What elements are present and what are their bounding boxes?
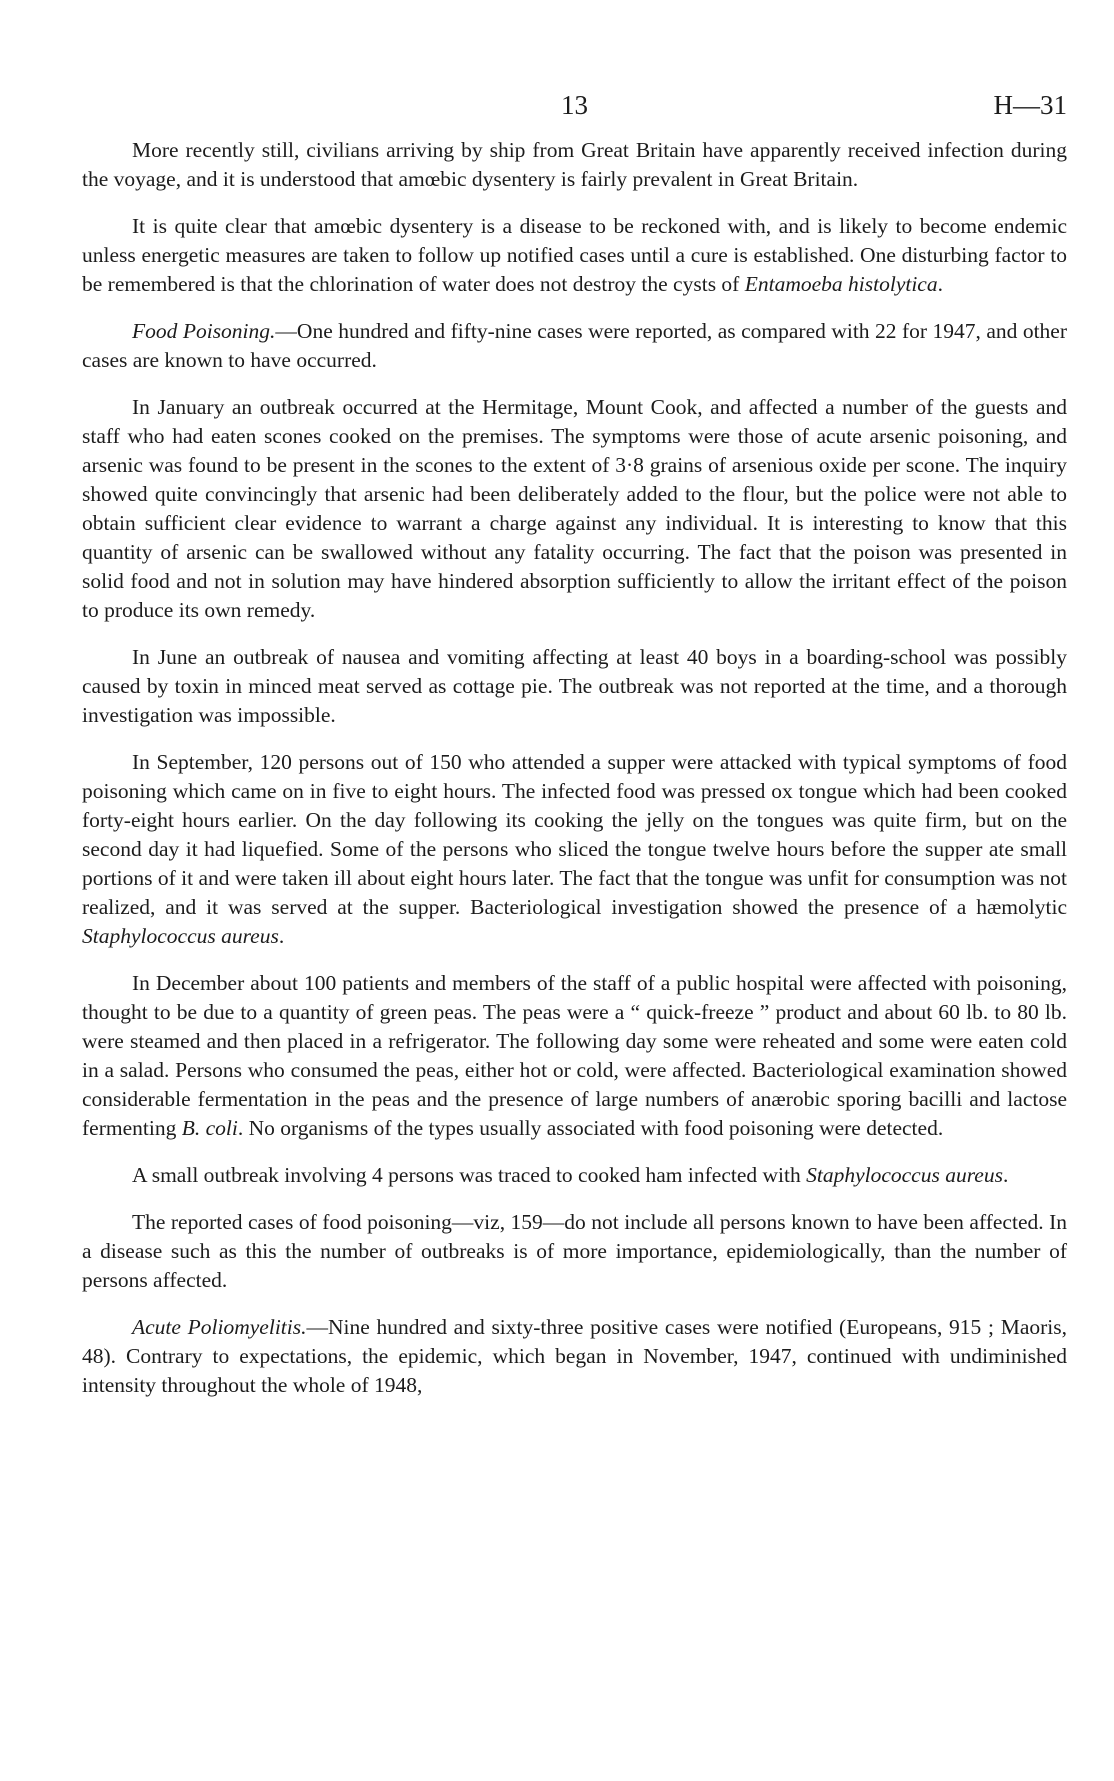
report-reference: H—31 — [993, 90, 1067, 120]
paragraph-december-outbreak: In December about 100 patients and members of the staff of a public hospital were affected with poisoning, thought to be due to a quantity of green peas. The peas were a “ quick-freeze ” product and about 60 lb. to 80 lb. were steamed and then placed in a refrigerator. The following day some were reheated and some were eaten cold in a salad. Persons who consumed the peas, either hot or cold, were affected. Bacteriological examination showed considerable fermentation in the peas and the presence of large numbers of anærobic sporing bacilli and lactose fermenting B. coli. No organisms of the types usually associated with food poisoning were detected. — [82, 971, 1067, 1140]
paragraph-january-outbreak: In January an outbreak occurred at the Hermitage, Mount Cook, and affected a number of the guests and staff who had eaten scones cooked on the premises. The symptoms were those of acute arsenic poisoning, and arsenic was found to be present in the scones to the extent of 3·8 grains of arsenious oxide per scone. The inquiry showed quite convincingly that arsenic had been deliberately added to the flour, but the police were not able to obtain sufficient clear evidence to warrant a charge against any individual. It is interesting to know that this quantity of arsenic can be swallowed without any fatality occurring. The fact that the poison was presented in solid food and not in solution may have hindered absorption sufficiently to allow the irritant effect of the poison to produce its own remedy. — [82, 395, 1067, 622]
paragraph-ham-outbreak: A small outbreak involving 4 persons was traced to cooked ham infected with Staphylococcus aureus. — [132, 1163, 1009, 1187]
page-header — [82, 90, 1067, 136]
paragraph-food-poisoning: Food Poisoning.—One hundred and fifty-nine cases were reported, as compared with 22 for 1947, and other cases are known to have occurred. — [82, 319, 1067, 372]
section-heading-acute-poliomyelitis: Acute Poliomyelitis. — [132, 1315, 307, 1339]
document-page — [82, 90, 1067, 1418]
paragraph-civilians-infection: More recently still, civilians arriving by ship from Great Britain have apparently received infection during the voyage, and it is understood that amœbic dysentery is fairly prevalent in Great Britain. — [82, 138, 1067, 191]
section-heading-food-poisoning: Food Poisoning. — [132, 319, 276, 343]
paragraph-acute-poliomyelitis: Acute Poliomyelitis.—Nine hundred and sixty-three positive cases were notified (Europeans, 915 ; Maoris, 48). Contrary to expectations, the epidemic, which began in November, 1947, continued with undiminished intensity throughout the whole of 1948, — [82, 1315, 1067, 1397]
paragraph-reported-cases: The reported cases of food poisoning—viz, 159—do not include all persons known to have been affected. In a disease such as this the number of outbreaks is of more importance, epidemiologically, than the number of persons affected. — [82, 1210, 1067, 1292]
paragraph-june-outbreak: In June an outbreak of nausea and vomiting affecting at least 40 boys in a boarding-school was possibly caused by toxin in minced meat served as cottage pie. The outbreak was not reported at the time, and a thorough investigation was impossible. — [82, 645, 1067, 727]
paragraph-amoebic-dysentery: It is quite clear that amœbic dysentery is a disease to be reckoned with, and is likely to become endemic unless energetic measures are taken to follow up notified cases until a cure is established. One disturbing factor to be remembered is that the chlorination of water does not destroy the cysts of Entamoeba histolytica. — [82, 214, 1067, 296]
paragraph-september-outbreak: In September, 120 persons out of 150 who attended a supper were attacked with typical symptoms of food poisoning which came on in five to eight hours. The infected food was pressed ox tongue which had been cooked forty-eight hours earlier. On the day following its cooking the jelly on the tongues was quite firm, but on the second day it had liquefied. Some of the persons who sliced the tongue twelve hours before the supper ate small portions of it and were taken ill about eight hours later. The fact that the tongue was unfit for consumption was not realized, and it was served at the supper. Bacteriological investigation showed the presence of a hæmolytic Staphylococcus aureus. — [82, 750, 1067, 948]
page-number: 13 — [561, 90, 588, 120]
